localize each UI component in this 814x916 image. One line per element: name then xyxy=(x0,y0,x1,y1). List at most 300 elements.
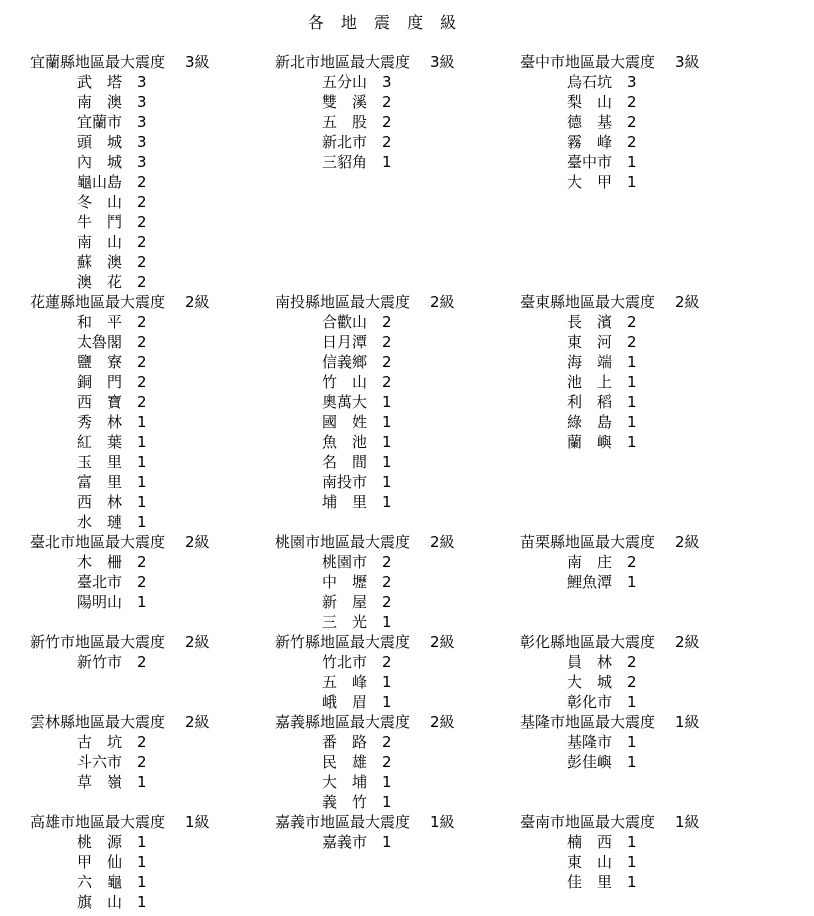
station-row xyxy=(30,592,270,612)
station-row xyxy=(275,412,515,432)
station-name: 池 上 xyxy=(567,373,613,391)
station-name: 大 埔 xyxy=(322,773,368,791)
station-row xyxy=(30,192,270,212)
station-row xyxy=(520,852,760,872)
county-max-level: 2級 xyxy=(430,633,455,651)
county-header xyxy=(30,632,270,652)
station-name: 南投市 xyxy=(322,473,368,491)
station-name: 南 山 xyxy=(77,233,123,251)
station-row xyxy=(520,332,760,352)
station-name: 彰化市 xyxy=(567,693,613,711)
station-intensity: 1 xyxy=(627,853,637,871)
station-row xyxy=(30,72,270,92)
county-name: 桃園市地區最大震度 xyxy=(275,533,411,551)
station-row xyxy=(275,392,515,412)
station-name: 甲 仙 xyxy=(77,853,123,871)
station-name: 名 間 xyxy=(322,453,368,471)
county-max-level: 2級 xyxy=(675,533,700,551)
station-name: 六 龜 xyxy=(77,873,123,891)
station-name: 義 竹 xyxy=(322,793,368,811)
station-intensity: 1 xyxy=(137,433,147,451)
station-intensity: 1 xyxy=(627,693,637,711)
station-name: 臺北市 xyxy=(77,573,123,591)
station-intensity: 1 xyxy=(627,393,637,411)
station-name: 陽明山 xyxy=(77,593,123,611)
station-row xyxy=(520,832,760,852)
county-header xyxy=(520,52,760,72)
station-row xyxy=(275,492,515,512)
station-name: 木 柵 xyxy=(77,553,123,571)
station-row xyxy=(30,312,270,332)
station-intensity: 2 xyxy=(137,733,147,751)
station-name: 澳 花 xyxy=(77,273,123,291)
station-intensity: 1 xyxy=(137,473,147,491)
county-block xyxy=(520,632,760,712)
station-name: 牛 鬥 xyxy=(77,213,123,231)
station-intensity: 2 xyxy=(382,313,392,331)
station-row xyxy=(30,212,270,232)
station-intensity: 2 xyxy=(137,573,147,591)
station-intensity: 2 xyxy=(382,353,392,371)
station-name: 頭 城 xyxy=(77,133,123,151)
station-row xyxy=(275,432,515,452)
county-max-level: 1級 xyxy=(675,813,700,831)
station-name: 民 雄 xyxy=(322,753,368,771)
county-block xyxy=(30,712,270,792)
county-block xyxy=(275,812,515,852)
station-name: 魚 池 xyxy=(322,433,368,451)
station-name: 基隆市 xyxy=(567,733,613,751)
station-row xyxy=(275,792,515,812)
station-intensity: 2 xyxy=(382,553,392,571)
station-name: 蘭 嶼 xyxy=(567,433,613,451)
station-intensity: 1 xyxy=(137,853,147,871)
station-intensity: 1 xyxy=(627,433,637,451)
station-name: 桃 源 xyxy=(77,833,123,851)
station-intensity: 2 xyxy=(382,333,392,351)
county-name: 臺北市地區最大震度 xyxy=(30,533,166,551)
station-name: 大 甲 xyxy=(567,173,613,191)
station-name: 竹北市 xyxy=(322,653,368,671)
station-row xyxy=(30,272,270,292)
station-intensity: 1 xyxy=(382,453,392,471)
station-name: 佳 里 xyxy=(567,873,613,891)
station-row xyxy=(275,592,515,612)
station-row xyxy=(275,152,515,172)
station-intensity: 2 xyxy=(137,553,147,571)
county-max-level: 2級 xyxy=(185,633,210,651)
station-name: 梨 山 xyxy=(567,93,613,111)
station-intensity: 1 xyxy=(382,613,392,631)
county-name: 新竹縣地區最大震度 xyxy=(275,633,411,651)
station-row xyxy=(275,92,515,112)
station-name: 國 姓 xyxy=(322,413,368,431)
station-row xyxy=(520,372,760,392)
station-name: 五 股 xyxy=(322,113,368,131)
county-block xyxy=(275,292,515,512)
county-header xyxy=(30,52,270,72)
station-row xyxy=(275,612,515,632)
station-intensity: 1 xyxy=(627,413,637,431)
county-max-level: 2級 xyxy=(430,533,455,551)
station-intensity: 1 xyxy=(137,893,147,911)
county-header xyxy=(275,532,515,552)
station-intensity: 3 xyxy=(627,73,637,91)
station-name: 臺中市 xyxy=(567,153,613,171)
station-intensity: 1 xyxy=(382,153,392,171)
station-intensity: 1 xyxy=(382,473,392,491)
station-intensity: 1 xyxy=(627,873,637,891)
station-row xyxy=(520,552,760,572)
station-intensity: 2 xyxy=(382,593,392,611)
county-block xyxy=(520,52,760,192)
station-row xyxy=(275,672,515,692)
county-name: 南投縣地區最大震度 xyxy=(275,293,411,311)
station-row xyxy=(275,72,515,92)
station-name: 南 庄 xyxy=(567,553,613,571)
county-name: 雲林縣地區最大震度 xyxy=(30,713,166,731)
station-row xyxy=(30,512,270,532)
station-intensity: 1 xyxy=(137,873,147,891)
station-intensity: 1 xyxy=(382,413,392,431)
station-row xyxy=(275,132,515,152)
county-name: 宜蘭縣地區最大震度 xyxy=(30,53,166,71)
county-header xyxy=(30,292,270,312)
station-row xyxy=(520,652,760,672)
station-intensity: 1 xyxy=(382,833,392,851)
station-row xyxy=(520,312,760,332)
station-intensity: 2 xyxy=(137,353,147,371)
county-header xyxy=(275,292,515,312)
station-intensity: 1 xyxy=(382,673,392,691)
station-intensity: 2 xyxy=(137,233,147,251)
station-intensity: 2 xyxy=(382,733,392,751)
station-row xyxy=(275,352,515,372)
station-intensity: 3 xyxy=(382,73,392,91)
station-name: 五分山 xyxy=(322,73,368,91)
county-block xyxy=(30,292,270,532)
station-name: 五 峰 xyxy=(322,673,368,691)
station-name: 草 嶺 xyxy=(77,773,123,791)
county-name: 臺南市地區最大震度 xyxy=(520,813,656,831)
station-intensity: 1 xyxy=(382,393,392,411)
station-name: 武 塔 xyxy=(77,73,123,91)
station-name: 竹 山 xyxy=(322,373,368,391)
station-intensity: 2 xyxy=(382,373,392,391)
station-name: 斗六市 xyxy=(77,753,123,771)
county-max-level: 2級 xyxy=(430,293,455,311)
station-row xyxy=(520,692,760,712)
station-row xyxy=(275,472,515,492)
station-row xyxy=(275,312,515,332)
station-intensity: 2 xyxy=(382,93,392,111)
station-intensity: 1 xyxy=(137,773,147,791)
station-intensity: 3 xyxy=(137,93,147,111)
station-row xyxy=(30,492,270,512)
station-name: 南 澳 xyxy=(77,93,123,111)
county-max-level: 3級 xyxy=(430,53,455,71)
station-name: 埔 里 xyxy=(322,493,368,511)
county-name: 新竹市地區最大震度 xyxy=(30,633,166,651)
station-intensity: 1 xyxy=(627,833,637,851)
station-row xyxy=(520,672,760,692)
county-block xyxy=(30,532,270,612)
station-intensity: 2 xyxy=(137,373,147,391)
station-name: 蘇 澳 xyxy=(77,253,123,271)
station-intensity: 2 xyxy=(382,113,392,131)
station-name: 東 山 xyxy=(567,853,613,871)
station-row xyxy=(30,752,270,772)
station-intensity: 2 xyxy=(382,573,392,591)
county-block xyxy=(30,632,270,672)
county-max-level: 2級 xyxy=(675,293,700,311)
county-max-level: 3級 xyxy=(675,53,700,71)
page-title: 各 地 震 度 級 xyxy=(307,13,463,32)
station-intensity: 2 xyxy=(137,393,147,411)
station-name: 烏石坑 xyxy=(567,73,613,91)
station-row xyxy=(520,732,760,752)
station-name: 古 坑 xyxy=(77,733,123,751)
station-row xyxy=(30,872,270,892)
station-intensity: 1 xyxy=(137,493,147,511)
station-name: 三 光 xyxy=(322,613,368,631)
county-block xyxy=(275,712,515,812)
county-header xyxy=(520,532,760,552)
county-block xyxy=(275,532,515,632)
station-name: 信義鄉 xyxy=(322,353,368,371)
county-block xyxy=(275,632,515,712)
station-row xyxy=(520,152,760,172)
county-header xyxy=(275,812,515,832)
station-name: 水 璉 xyxy=(77,513,123,531)
station-row xyxy=(275,772,515,792)
station-name: 奧萬大 xyxy=(322,393,368,411)
station-row xyxy=(520,392,760,412)
county-name: 彰化縣地區最大震度 xyxy=(520,633,656,651)
station-intensity: 2 xyxy=(627,113,637,131)
station-row xyxy=(30,552,270,572)
station-intensity: 1 xyxy=(627,733,637,751)
county-max-level: 1級 xyxy=(185,813,210,831)
station-name: 新竹市 xyxy=(77,653,123,671)
county-name: 臺中市地區最大震度 xyxy=(520,53,656,71)
station-name: 旗 山 xyxy=(77,893,123,911)
station-name: 嘉義市 xyxy=(322,833,368,851)
station-intensity: 2 xyxy=(627,673,637,691)
county-header xyxy=(520,712,760,732)
station-name: 彭佳嶼 xyxy=(567,753,613,771)
station-intensity: 2 xyxy=(627,653,637,671)
county-block xyxy=(520,712,760,772)
station-row xyxy=(275,112,515,132)
station-intensity: 2 xyxy=(137,333,147,351)
station-name: 海 端 xyxy=(567,353,613,371)
station-row xyxy=(30,572,270,592)
station-name: 內 城 xyxy=(77,153,123,171)
county-block xyxy=(30,52,270,292)
county-max-level: 1級 xyxy=(430,813,455,831)
station-intensity: 2 xyxy=(627,93,637,111)
station-name: 太魯閣 xyxy=(77,333,123,351)
station-intensity: 2 xyxy=(137,213,147,231)
station-intensity: 1 xyxy=(137,593,147,611)
station-row xyxy=(275,332,515,352)
station-row xyxy=(30,332,270,352)
county-max-level: 2級 xyxy=(185,533,210,551)
county-max-level: 2級 xyxy=(185,713,210,731)
station-intensity: 1 xyxy=(627,573,637,591)
station-intensity: 2 xyxy=(382,753,392,771)
station-row xyxy=(30,132,270,152)
station-row xyxy=(30,732,270,752)
station-row xyxy=(30,252,270,272)
station-intensity: 2 xyxy=(382,653,392,671)
station-intensity: 3 xyxy=(137,113,147,131)
station-intensity: 1 xyxy=(627,753,637,771)
station-intensity: 2 xyxy=(627,553,637,571)
station-intensity: 2 xyxy=(137,313,147,331)
station-row xyxy=(30,832,270,852)
station-intensity: 1 xyxy=(137,833,147,851)
station-row xyxy=(30,352,270,372)
station-name: 鯉魚潭 xyxy=(567,573,613,591)
station-name: 日月潭 xyxy=(322,333,368,351)
county-header xyxy=(520,812,760,832)
station-row xyxy=(30,892,270,912)
station-name: 員 林 xyxy=(567,653,613,671)
county-max-level: 1級 xyxy=(675,713,700,731)
station-name: 三貂角 xyxy=(322,153,368,171)
station-intensity: 1 xyxy=(137,453,147,471)
station-intensity: 2 xyxy=(627,133,637,151)
station-intensity: 2 xyxy=(137,653,147,671)
county-name: 臺東縣地區最大震度 xyxy=(520,293,656,311)
station-name: 紅 葉 xyxy=(77,433,123,451)
station-name: 玉 里 xyxy=(77,453,123,471)
station-name: 西 林 xyxy=(77,493,123,511)
station-row xyxy=(275,572,515,592)
county-name: 嘉義市地區最大震度 xyxy=(275,813,411,831)
station-row xyxy=(30,472,270,492)
station-row xyxy=(275,692,515,712)
station-intensity: 2 xyxy=(137,753,147,771)
station-intensity: 1 xyxy=(382,793,392,811)
station-name: 銅 門 xyxy=(77,373,123,391)
station-row xyxy=(30,372,270,392)
station-intensity: 3 xyxy=(137,153,147,171)
station-row xyxy=(520,92,760,112)
station-name: 鹽 寮 xyxy=(77,353,123,371)
station-name: 東 河 xyxy=(567,333,613,351)
station-name: 霧 峰 xyxy=(567,133,613,151)
station-name: 宜蘭市 xyxy=(77,113,123,131)
county-header xyxy=(275,712,515,732)
station-row xyxy=(520,172,760,192)
station-intensity: 1 xyxy=(627,373,637,391)
station-name: 番 路 xyxy=(322,733,368,751)
station-name: 大 城 xyxy=(567,673,613,691)
county-block xyxy=(30,812,270,912)
station-intensity: 1 xyxy=(627,353,637,371)
county-name: 新北市地區最大震度 xyxy=(275,53,411,71)
station-row xyxy=(520,352,760,372)
county-name: 苗栗縣地區最大震度 xyxy=(520,533,656,551)
station-intensity: 2 xyxy=(627,313,637,331)
county-name: 花蓮縣地區最大震度 xyxy=(30,293,166,311)
station-name: 新北市 xyxy=(322,133,368,151)
station-intensity: 3 xyxy=(137,73,147,91)
county-block xyxy=(520,292,760,452)
station-intensity: 3 xyxy=(137,133,147,151)
county-block xyxy=(520,812,760,892)
station-row xyxy=(30,652,270,672)
station-row xyxy=(30,392,270,412)
station-name: 德 基 xyxy=(567,113,613,131)
station-row xyxy=(275,752,515,772)
station-row xyxy=(30,172,270,192)
county-name: 嘉義縣地區最大震度 xyxy=(275,713,411,731)
county-block xyxy=(520,532,760,592)
station-row xyxy=(30,92,270,112)
county-max-level: 2級 xyxy=(430,713,455,731)
station-row xyxy=(520,432,760,452)
station-row xyxy=(30,772,270,792)
station-row xyxy=(30,432,270,452)
county-max-level: 2級 xyxy=(185,293,210,311)
station-row xyxy=(30,852,270,872)
station-intensity: 1 xyxy=(137,513,147,531)
station-row xyxy=(30,412,270,432)
station-name: 秀 林 xyxy=(77,413,123,431)
station-intensity: 1 xyxy=(382,493,392,511)
station-intensity: 1 xyxy=(137,413,147,431)
station-row xyxy=(520,412,760,432)
station-name: 峨 眉 xyxy=(322,693,368,711)
station-name: 和 平 xyxy=(77,313,123,331)
station-row xyxy=(520,72,760,92)
station-intensity: 1 xyxy=(382,433,392,451)
station-name: 利 稻 xyxy=(567,393,613,411)
station-row xyxy=(30,232,270,252)
station-intensity: 2 xyxy=(382,133,392,151)
county-header xyxy=(30,812,270,832)
county-header xyxy=(275,52,515,72)
station-name: 冬 山 xyxy=(77,193,123,211)
station-row xyxy=(275,452,515,472)
station-row xyxy=(520,872,760,892)
station-name: 中 壢 xyxy=(322,573,368,591)
station-name: 富 里 xyxy=(77,473,123,491)
station-row xyxy=(520,572,760,592)
station-name: 長 濱 xyxy=(567,313,613,331)
station-row xyxy=(275,832,515,852)
station-row xyxy=(30,152,270,172)
county-header xyxy=(275,632,515,652)
station-row xyxy=(520,752,760,772)
county-max-level: 2級 xyxy=(675,633,700,651)
station-intensity: 2 xyxy=(137,193,147,211)
station-name: 新 屋 xyxy=(322,593,368,611)
station-name: 楠 西 xyxy=(567,833,613,851)
station-intensity: 1 xyxy=(627,153,637,171)
station-intensity: 1 xyxy=(382,693,392,711)
county-block xyxy=(275,52,515,172)
station-row xyxy=(520,112,760,132)
station-name: 龜山島 xyxy=(77,173,123,191)
station-name: 綠 島 xyxy=(567,413,613,431)
station-row xyxy=(30,112,270,132)
county-name: 高雄市地區最大震度 xyxy=(30,813,166,831)
